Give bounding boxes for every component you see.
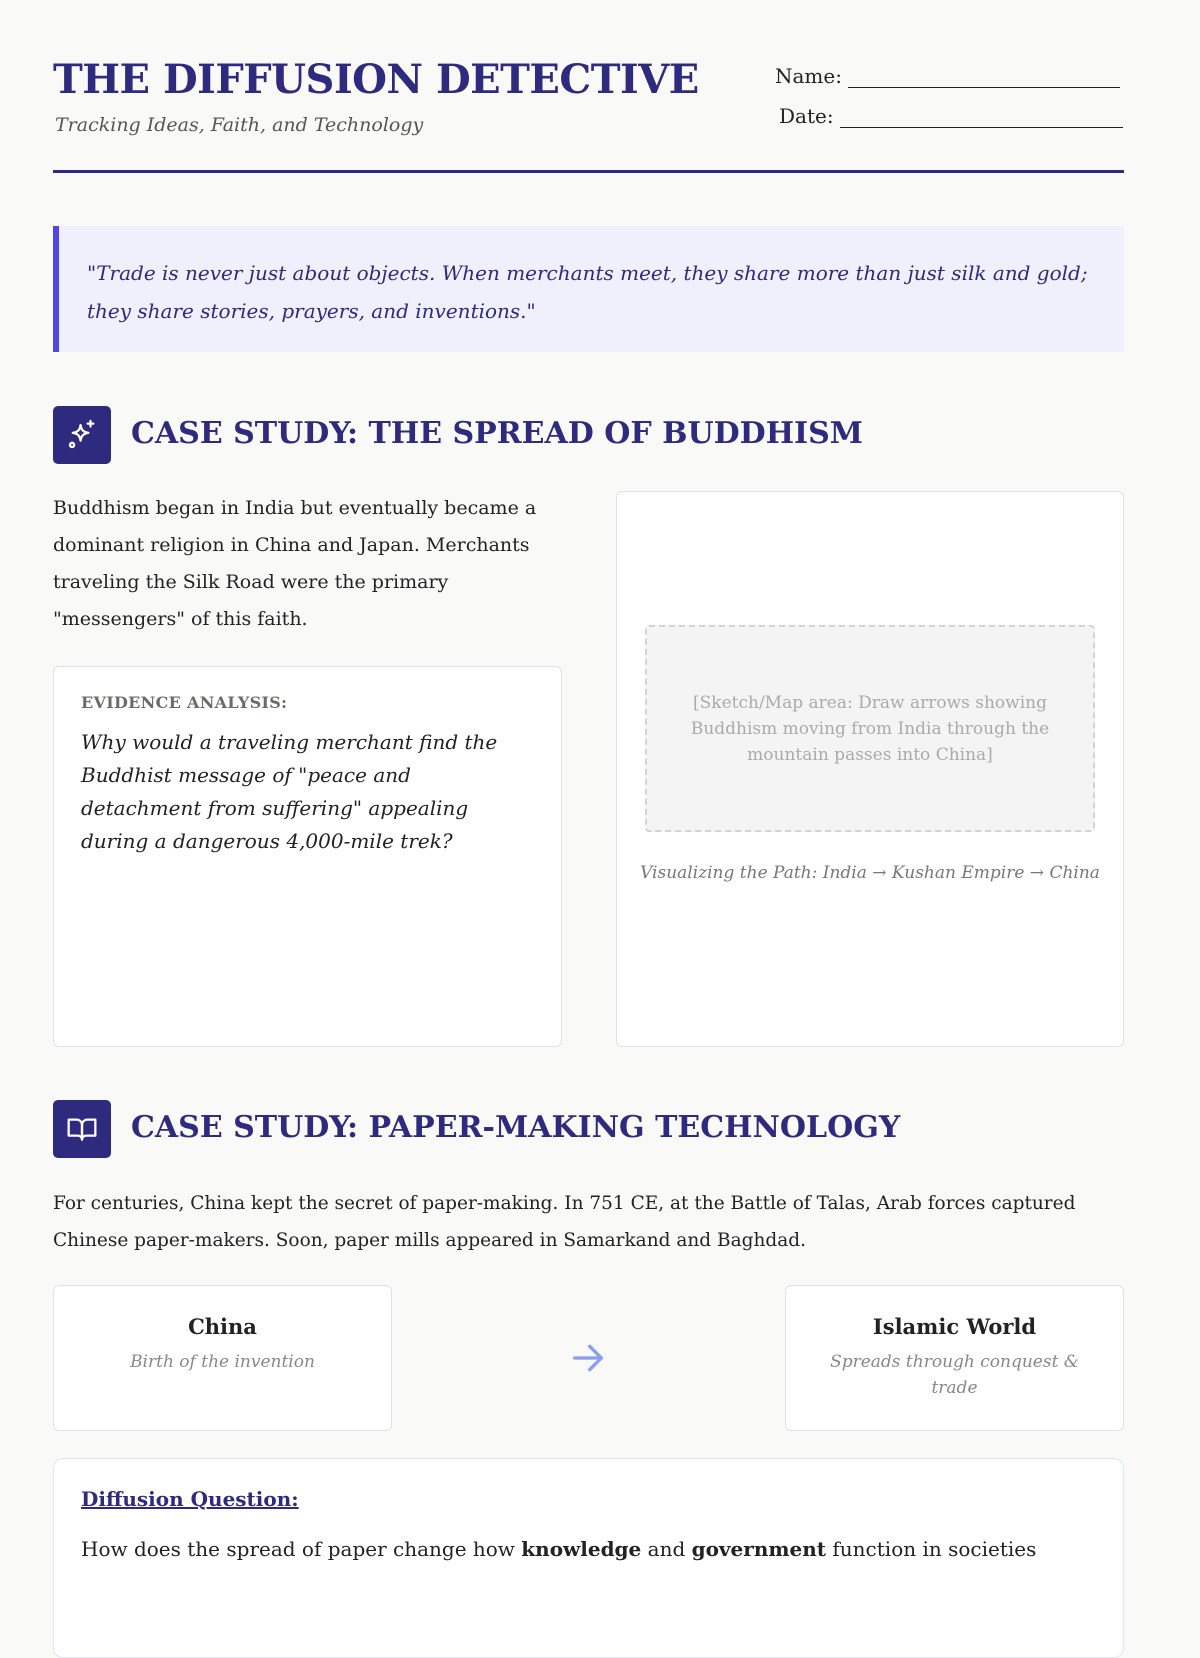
date-line[interactable] [840, 108, 1123, 128]
date-field[interactable] [779, 104, 1123, 128]
question-label: Diffusion Question: [81, 1487, 299, 1511]
paper-paragraph: For centuries, China kept the secret of paper-making. In 751 CE, at the Battle of Talas, Arab forces captured Chinese paper-makers. Soon, paper mills appeared in Samarkand and Baghdad. [53, 1193, 1076, 1251]
sparkles-icon [53, 406, 111, 464]
page-title: THE DIFFUSION DETECTIVE [53, 56, 699, 103]
name-field[interactable] [775, 64, 1120, 88]
arrow-right-icon [568, 1338, 608, 1382]
evidence-label: EVIDENCE ANALYSIS: [81, 693, 288, 712]
card-islamic-world [785, 1285, 1124, 1431]
question-text [81, 1531, 1096, 1567]
question-part: and [641, 1537, 692, 1561]
evidence-question: Why would a traveling merchant find the Buddhist message of "peace and detachment from suffering" appealing during a dangerous 4,000-mile trek? [81, 730, 498, 853]
card-title: China [188, 1314, 257, 1339]
date-label: Date: [779, 104, 834, 128]
evidence-analysis-box[interactable] [53, 666, 562, 1047]
card-subtitle: Spreads through conquest & trade [830, 1352, 1079, 1398]
question-part: How does the spread of paper change how [81, 1537, 522, 1561]
map-caption: Visualizing the Path: India → Kushan Empire → China [640, 863, 1100, 883]
diffusion-question-box [53, 1458, 1124, 1658]
name-line[interactable] [848, 68, 1120, 88]
section-title-buddhism: CASE STUDY: THE SPREAD OF BUDDHISM [131, 416, 863, 451]
card-subtitle: Birth of the invention [130, 1352, 315, 1372]
buddhism-paragraph: Buddhism began in India but eventually became a dominant religion in China and Japan. Merchants traveling the Silk Road were the primary "messengers" of this faith. [53, 497, 537, 630]
name-label: Name: [775, 64, 842, 88]
card-china [53, 1285, 392, 1431]
question-keyword: knowledge [521, 1537, 642, 1561]
header-divider [53, 170, 1124, 173]
card-title: Islamic World [872, 1314, 1037, 1339]
section-title-paper: CASE STUDY: PAPER-MAKING TECHNOLOGY [131, 1110, 901, 1145]
sketch-placeholder: [Sketch/Map area: Draw arrows showing Buddhism moving from India through the mountain passes into China] [690, 692, 1050, 765]
page-subtitle: Tracking Ideas, Faith, and Technology [55, 114, 424, 136]
quote-block: "Trade is never just about objects. When merchants meet, they share more than just silk and gold; they share stories, prayers, and inventions." [53, 226, 1124, 352]
book-open-icon [53, 1100, 111, 1158]
question-part: function in societies [826, 1537, 1037, 1561]
question-keyword: government [691, 1537, 827, 1561]
sketch-area[interactable] [645, 625, 1095, 832]
